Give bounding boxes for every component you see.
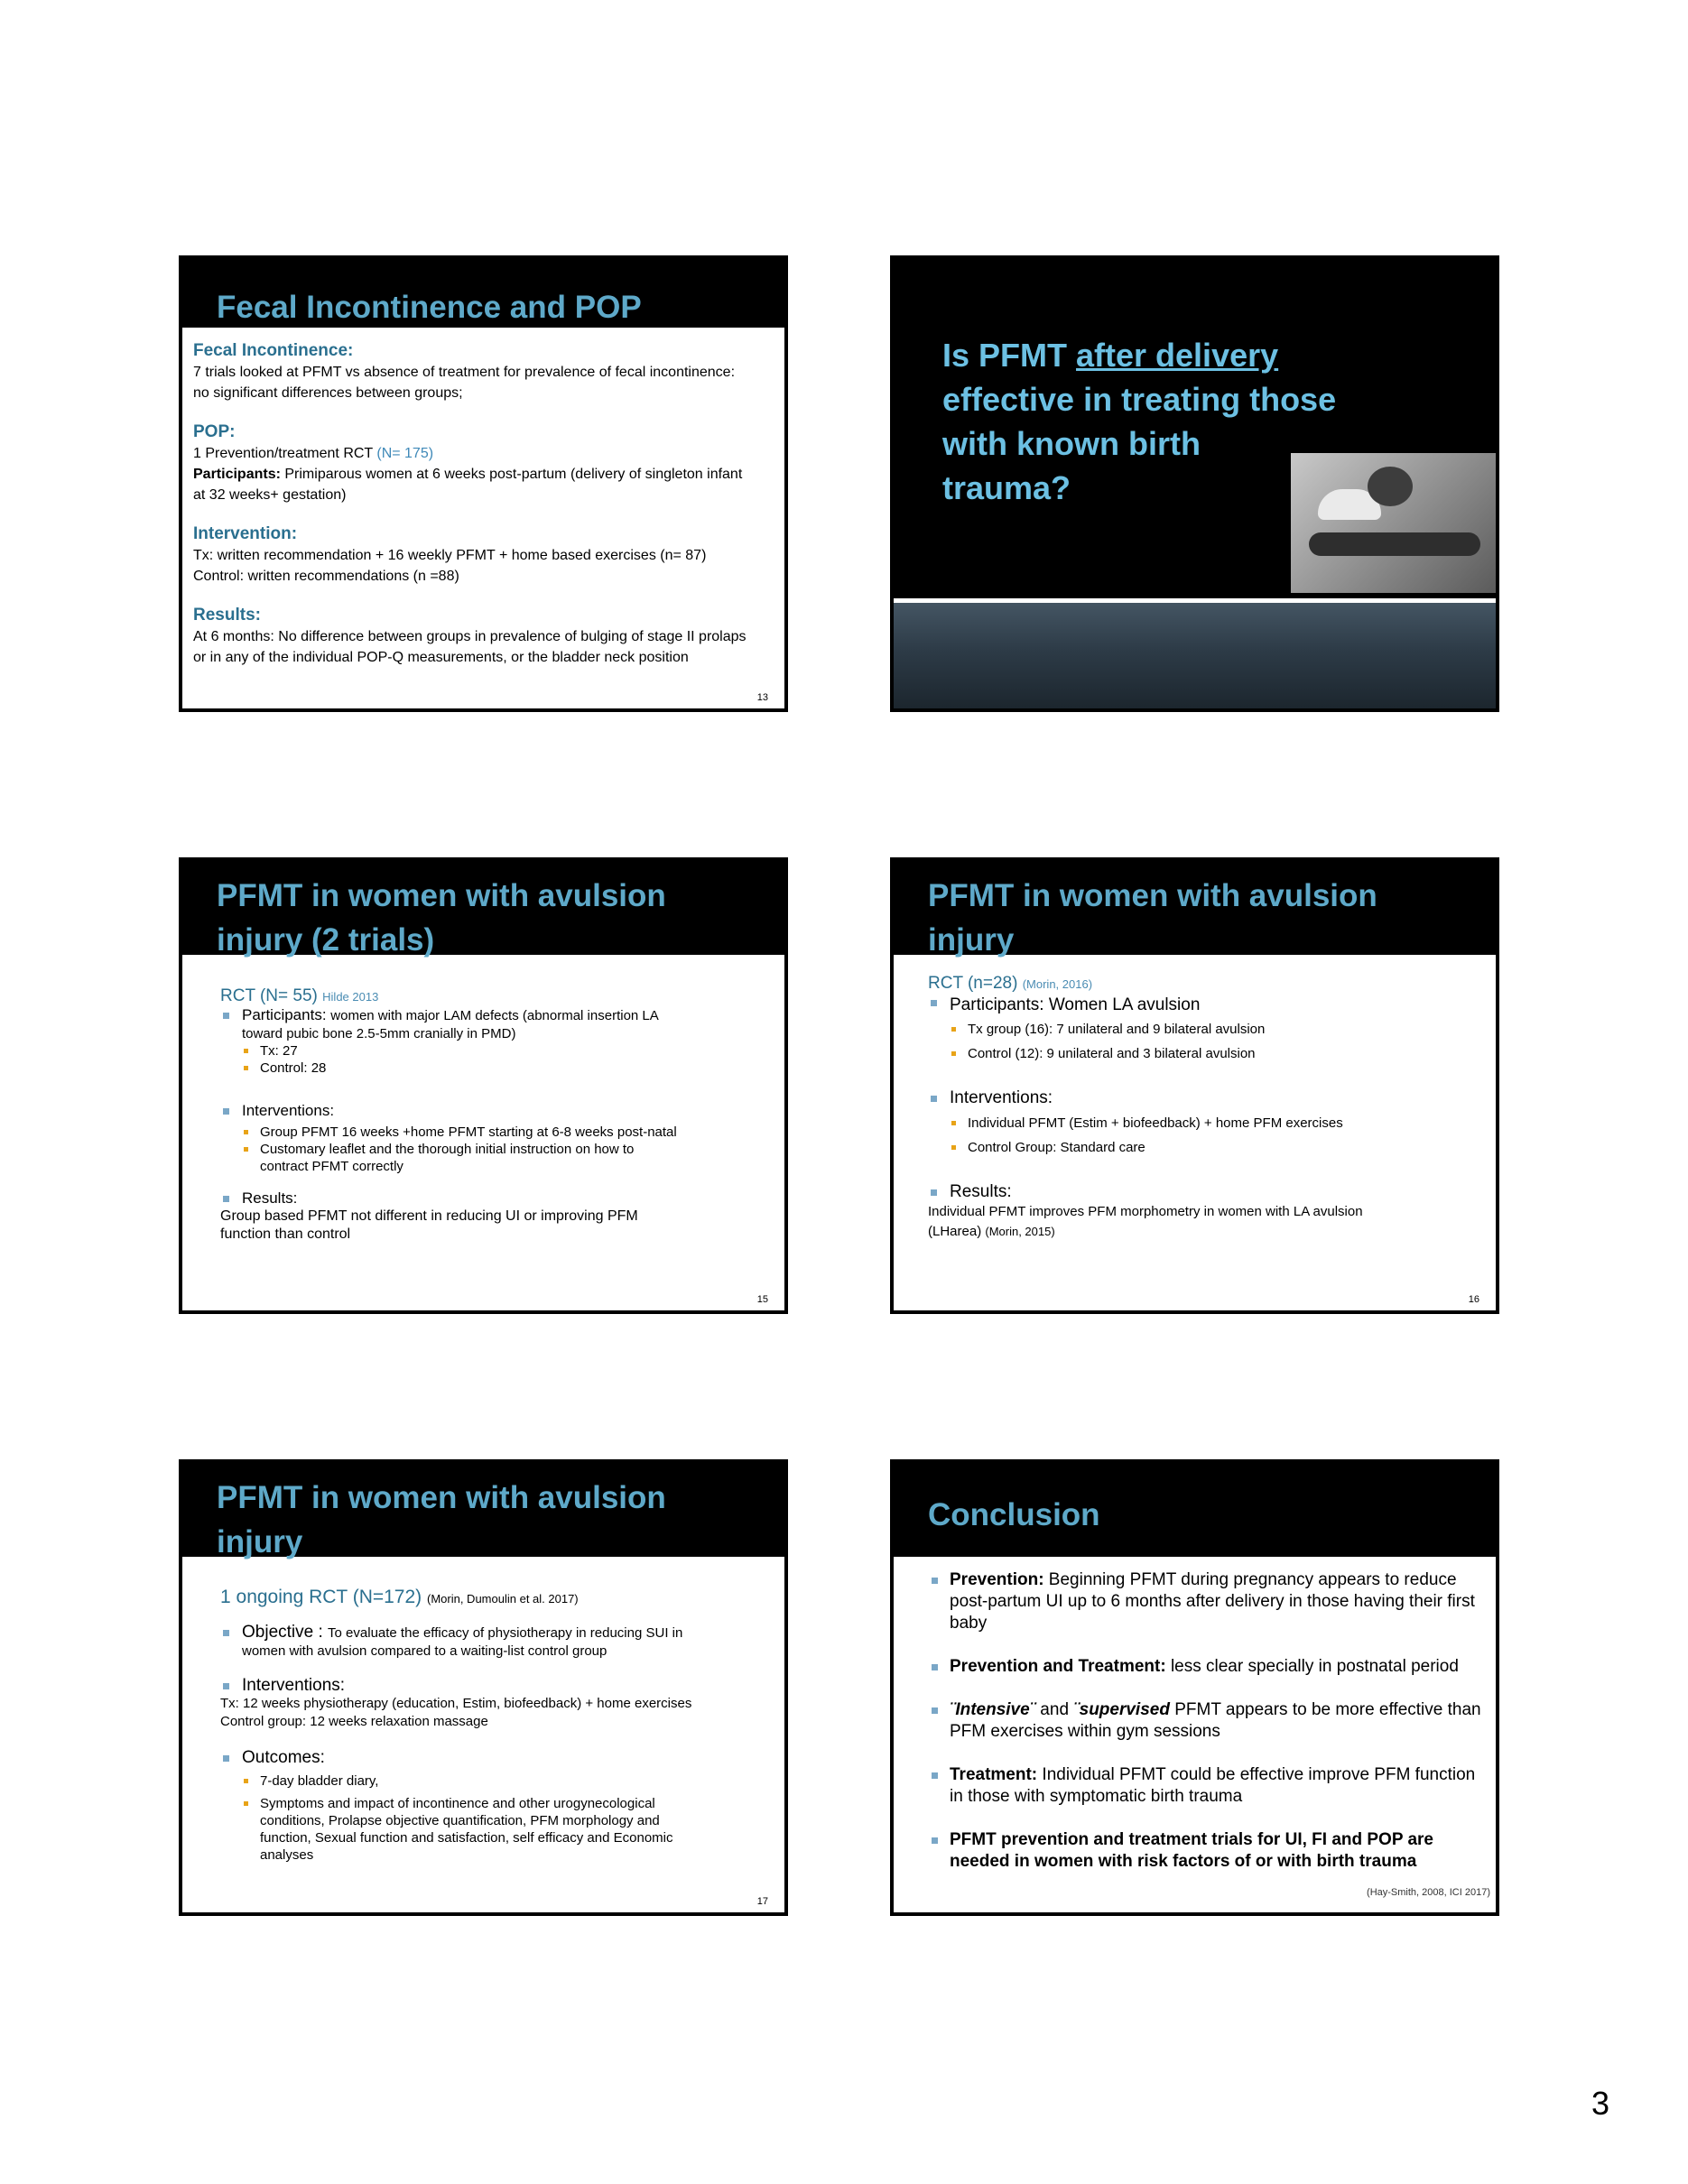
results-text: Group based PFMT not different in reducing UI or improving PFM [220,1208,638,1224]
sub-bullet: Group PFMT 16 weeks +home PFMT starting at 6-8 weeks post-natal [220,1124,774,1141]
conclusion-bold: PFMT prevention and treatment trials for UI, FI and POP are needed in women with risk factors of or with birth trauma [950,1830,1433,1871]
question-part: effective in treating those [942,381,1337,418]
sub-bullet: Symptoms and impact of incontinence and other urogynecological [220,1795,774,1812]
slide-title: Conclusion [928,1497,1100,1532]
objective-label: Objective : [242,1623,323,1642]
slide-title-line: PFMT in women with avulsion [928,878,1377,913]
conclusion-item [915,1764,1485,1808]
objective-text: To evaluate the efficacy of physiotherapy in reducing SUI in [328,1625,683,1641]
slide-body [182,1557,784,1864]
control-line: Control: written recommendations (n =88) [193,569,459,584]
question-part: with known birth [942,425,1201,462]
participants-text-cont: toward pubic bone 2.5-5mm cranially in PMD) [242,1026,516,1041]
conclusion-bold: Prevention and Treatment: [950,1657,1166,1676]
participants-bullet [220,1006,774,1025]
slide-number: 17 [756,1896,768,1907]
slide-number: 16 [1468,1294,1479,1305]
conclusion-emphasis: ¨Intensive¨ [950,1700,1036,1719]
conclusion-text: Beginning PFMT during pregnancy appears to reduce post-partum UI up to 6 months after delivery in those having their first baby [950,1570,1475,1633]
sub-bullet: Control: 28 [220,1060,774,1077]
lead-ref: (Morin, 2016) [1022,977,1093,991]
results-heading: Results: [193,606,261,625]
slide-title-bar [894,1463,1496,1557]
slide-title-line: injury (2 trials) [217,922,435,958]
sub-bullet: Control (12): 9 unilateral and 3 bilateral avulsion [928,1045,1485,1062]
tx-line: Tx: written recommendation + 16 weekly PFMT + home based exercises (n= 87) [193,548,707,563]
slide-number: 15 [756,1294,768,1305]
conclusion-text: Individual PFMT could be effective improve PFM function in those with symptomatic birth trauma [950,1765,1476,1806]
tx-line: Tx: 12 weeks physiotherapy (education, Estim, biofeedback) + home exercises [220,1696,692,1711]
participants-label: Participants: [193,467,281,482]
slide-body [894,1557,1496,1873]
lead-line [220,1586,774,1611]
slide-title-bar [182,259,784,328]
participants-bullet: Participants: Women LA avulsion [928,994,1485,1017]
slide-title-bar [182,861,784,958]
results-bullet: Results: [220,1189,774,1208]
sub-bullet: Individual PFMT (Estim + biofeedback) + home PFM exercises [928,1115,1485,1132]
participants-label: Participants: [242,1006,327,1023]
results-ref: (Morin, 2015) [985,1225,1055,1238]
conclusion-bold: Treatment: [950,1765,1038,1784]
results-bullet: Results: [928,1183,1485,1201]
slide-title-line: injury [928,922,1015,958]
decorative-band [894,603,1496,708]
slide-title-line: PFMT in women with avulsion [217,878,666,913]
pop-rct-line [193,443,777,464]
lead-line [220,987,774,1006]
question-part: Is PFMT [942,337,1077,374]
sub-bullet: Customary leaflet and the thorough initial instruction on how to [220,1141,774,1158]
participants-text: Primiparous women at 6 weeks post-partum (delivery of singleton infant [284,467,743,482]
slide-body [182,955,784,1244]
results-line: or in any of the individual POP-Q measurements, or the bladder neck position [193,650,689,665]
slide-title-line: PFMT in women with avulsion [217,1480,666,1515]
question-part: trauma? [942,469,1071,506]
lead-text: RCT (N= 55) [220,986,318,1005]
interventions-bullet: Interventions: [220,1677,774,1695]
slide-17 [179,1459,788,1916]
conclusion-item [915,1569,1485,1634]
pop-sample-size: (N= 175) [376,446,434,461]
lead-ref: Hilde 2013 [322,990,379,1004]
slide-body [894,955,1496,1241]
fi-text-line: 7 trials looked at PFMT vs absence of treatment for prevalence of fecal incontinence: [193,365,736,380]
conclusion-item [915,1829,1485,1873]
slide-title-bar [182,1463,784,1557]
lead-line [928,975,1485,994]
participants-text-cont: at 32 weeks+ gestation) [193,487,347,503]
lead-ref: (Morin, Dumoulin et al. 2017) [427,1592,579,1606]
pop-rct-text: 1 Prevention/treatment RCT [193,446,373,461]
sub-bullet: Control Group: Standard care [928,1139,1485,1156]
results-line: At 6 months: No difference between groups in prevalence of bulging of stage II prolaps [193,629,747,644]
participants-line [193,464,777,485]
interventions-bullet: Interventions: [928,1089,1485,1107]
slide-14 [890,255,1499,712]
fecal-incontinence-heading: Fecal Incontinence: [193,341,354,360]
lead-text: 1 ongoing RCT (N=172) [220,1587,422,1607]
conclusion-item [915,1656,1485,1678]
conclusion-text: less clear specially in postnatal period [1165,1657,1459,1676]
outcomes-bullet: Outcomes: [220,1749,774,1767]
citation: (Hay-Smith, 2008, ICI 2017) [1367,1887,1490,1898]
conclusion-bold: Prevention: [950,1570,1044,1589]
slide-title-line: injury [217,1524,303,1559]
objective-text-cont: women with avulsion compared to a waiting-list control group [242,1643,607,1659]
slide-18 [890,1459,1499,1916]
results-text: function than control [220,1226,351,1242]
results-text-line [928,1223,1485,1241]
pop-heading: POP: [193,422,236,441]
slide-number: 13 [756,692,768,703]
interventions-bullet: Interventions: [220,1102,774,1120]
sub-bullet: Tx: 27 [220,1042,774,1060]
results-text: (LHarea) [928,1224,982,1239]
slide-title: Fecal Incontinence and POP [217,290,642,325]
conclusion-text: and [1035,1700,1074,1719]
conclusion-item [915,1699,1485,1743]
question-underlined: after delivery [1076,337,1279,374]
page-number: 3 [1591,2085,1610,2122]
slide-15 [179,857,788,1314]
conclusion-text: PFMT appears to be more effective than PFM exercises within gym sessions [950,1700,1481,1741]
exercise-photo [1291,453,1498,593]
objective-bullet [220,1624,774,1643]
sub-bullet: Tx group (16): 7 unilateral and 9 bilateral avulsion [928,1021,1485,1038]
slide-16 [890,857,1499,1314]
conclusion-emphasis: ¨supervised [1073,1700,1170,1719]
slide-body [182,328,784,668]
participants-text: women with major LAM defects (abnormal insertion LA [330,1008,659,1023]
control-line: Control group: 12 weeks relaxation massage [220,1714,488,1729]
slide-title-bar [894,861,1496,958]
slide-13 [179,255,788,712]
results-text: Individual PFMT improves PFM morphometry in women with LA avulsion [928,1204,1363,1219]
sub-bullet-cont: function, Sexual function and satisfaction, self efficacy and Economic [260,1830,673,1846]
sub-bullet: 7-day bladder diary, [220,1772,774,1790]
sub-bullet-cont: analyses [260,1847,314,1863]
fi-text-line: no significant differences between groups; [193,385,463,401]
intervention-heading: Intervention: [193,524,298,543]
sub-bullet-cont: contract PFMT correctly [260,1159,403,1174]
lead-text: RCT (n=28) [928,974,1018,993]
sub-bullet-cont: conditions, Prolapse objective quantification, PFM morphology and [260,1813,660,1828]
